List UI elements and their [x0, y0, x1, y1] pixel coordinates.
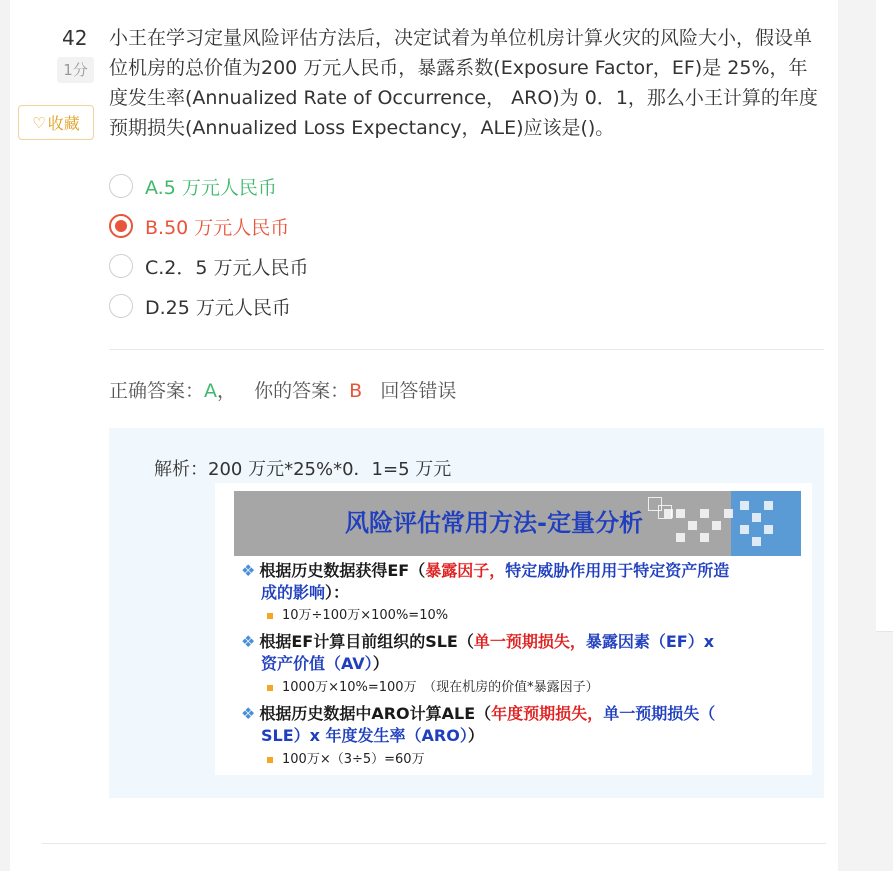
question-card [10, 0, 838, 871]
divider [109, 349, 824, 350]
diamond-bullet-icon: ❖ [241, 704, 256, 723]
slide-title: 风险评估常用方法-定量分析 [345, 509, 643, 537]
analysis-panel [109, 428, 824, 798]
slide-item-1-sub: 10万÷100万×100%=10% [267, 607, 448, 625]
diamond-bullet-icon: ❖ [241, 561, 256, 580]
option-c[interactable] [109, 246, 309, 286]
favorite-button[interactable] [18, 105, 94, 140]
question-number: 42 [62, 26, 88, 50]
analysis-slide-image [215, 483, 812, 775]
diamond-bullet-icon: ❖ [241, 632, 256, 651]
your-answer-prefix: 你的答案： [254, 380, 350, 402]
option-d-label: D.25 万元人民币 [145, 296, 291, 319]
slide-item-2-sub: 1000万×10%=100万 （现在机房的价值*暴露因子） [267, 679, 599, 697]
slide-item-2-cont: 资产价值（AV）） [261, 654, 389, 673]
divider [42, 843, 826, 844]
verdict-text: 回答错误 [380, 380, 457, 402]
option-b[interactable] [109, 206, 309, 246]
question-score-badge: 1分 [57, 57, 94, 83]
slide-item-1-cont: 成的影响）： [261, 583, 350, 602]
slide-item-3-cont: SLE）x 年度发生率（ARO）） [261, 726, 484, 745]
radio-d[interactable] [109, 294, 133, 318]
analysis-text: 解析：200 万元*25%*0．1=5 万元 [154, 459, 452, 480]
slide-item-1: ❖ 根据历史数据获得EF（暴露因子，特定威胁作用用于特定资产所造 [241, 561, 730, 580]
slide-item-3: ❖ 根据历史数据中ARO计算ALE（年度预期损失，单一预期损失（ [241, 704, 716, 723]
radio-b[interactable] [109, 214, 133, 238]
correct-answer-prefix: 正确答案： [109, 380, 205, 402]
radio-c[interactable] [109, 254, 133, 278]
option-d[interactable] [109, 286, 309, 326]
options-list [109, 166, 309, 326]
correct-answer-value: A [204, 380, 218, 402]
question-text: 小王在学习定量风险评估方法后，决定试着为单位机房计算火灾的风险大小，假设单位机房的总价值为200 万元人民币，暴露系数(Exposure Factor，EF)是 25%，年度发生率(Annualized Rate of Occurrence， ARO)为 0．1，那么小王计算的年度预期损失(Annualized Loss Expectancy，ALE)应该是()。 [109, 27, 818, 139]
favorite-label: 收藏 [47, 114, 80, 133]
option-c-label: C.2．5 万元人民币 [145, 256, 309, 279]
your-answer-value: B [349, 380, 363, 402]
slide-item-2: ❖ 根据EF计算目前组织的SLE（单一预期损失，暴露因素（EF）x [241, 632, 715, 651]
radio-a[interactable] [109, 174, 133, 198]
correct-answer-suffix: ， [217, 380, 237, 402]
right-side-panel [876, 0, 893, 632]
answer-result [109, 376, 456, 403]
square-bullet-icon [267, 613, 273, 619]
option-a-label: A.5 万元人民币 [145, 176, 277, 199]
option-a[interactable] [109, 166, 309, 206]
slide-banner [234, 491, 801, 556]
heart-outline-icon: ♡ [32, 113, 46, 132]
square-bullet-icon [267, 685, 273, 691]
slide-item-3-sub: 100万×（3÷5）=60万 [267, 751, 425, 769]
option-b-label: B.50 万元人民币 [145, 216, 290, 239]
square-bullet-icon [267, 757, 273, 763]
